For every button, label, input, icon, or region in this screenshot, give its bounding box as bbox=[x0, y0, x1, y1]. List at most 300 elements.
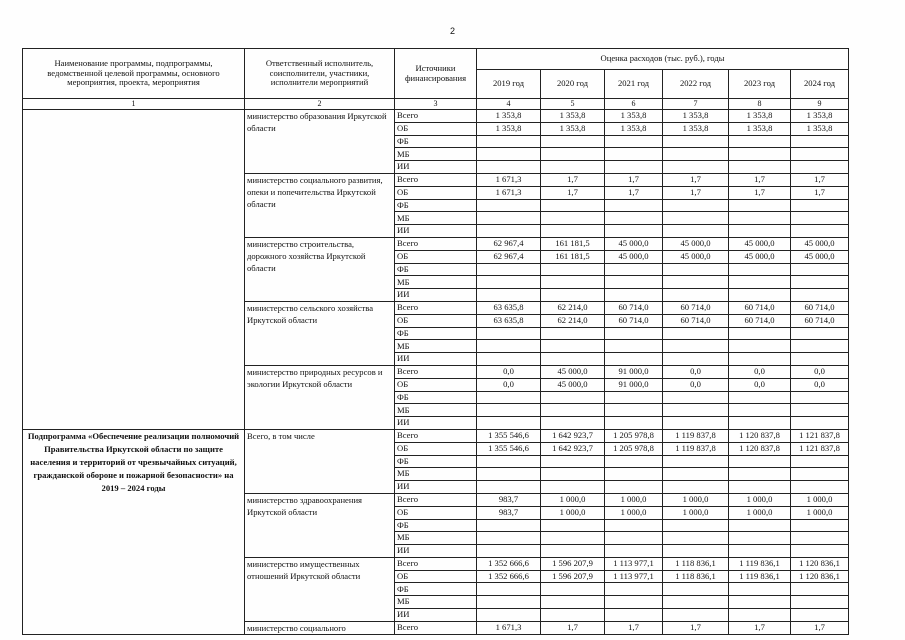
value-cell: 1 120 836,1 bbox=[791, 570, 849, 583]
value-cell: 1 119 837,8 bbox=[663, 442, 729, 455]
value-cell bbox=[663, 391, 729, 404]
value-cell bbox=[729, 263, 791, 276]
value-cell bbox=[477, 148, 541, 161]
value-cell: 1 596 207,9 bbox=[541, 570, 605, 583]
header-year: 2020 год bbox=[541, 70, 605, 99]
value-cell bbox=[477, 468, 541, 481]
header-executor: Ответственный исполнитель, соисполнители, участники, исполнители мероприятий bbox=[245, 49, 395, 99]
funding-source-cell: ИИ bbox=[395, 353, 477, 366]
funding-source-cell: ФБ bbox=[395, 583, 477, 596]
value-cell: 0,0 bbox=[663, 365, 729, 378]
program-name-cell bbox=[23, 110, 245, 430]
value-cell bbox=[791, 225, 849, 238]
header-year: 2024 год bbox=[791, 70, 849, 99]
value-cell: 1,7 bbox=[605, 173, 663, 186]
value-cell: 45 000,0 bbox=[541, 365, 605, 378]
value-cell: 1,7 bbox=[729, 186, 791, 199]
funding-source-cell: ОБ bbox=[395, 314, 477, 327]
funding-source-cell: ФБ bbox=[395, 391, 477, 404]
value-cell: 62 214,0 bbox=[541, 314, 605, 327]
funding-source-cell: Всего bbox=[395, 493, 477, 506]
value-cell bbox=[477, 212, 541, 225]
value-cell bbox=[729, 135, 791, 148]
value-cell: 62 967,4 bbox=[477, 237, 541, 250]
value-cell: 45 000,0 bbox=[605, 237, 663, 250]
value-cell: 1 353,8 bbox=[477, 110, 541, 123]
value-cell: 45 000,0 bbox=[663, 237, 729, 250]
value-cell bbox=[541, 353, 605, 366]
value-cell: 161 181,5 bbox=[541, 250, 605, 263]
value-cell: 1 355 546,6 bbox=[477, 442, 541, 455]
value-cell bbox=[729, 583, 791, 596]
value-cell: 1 671,3 bbox=[477, 186, 541, 199]
value-cell: 1 121 837,8 bbox=[791, 429, 849, 442]
value-cell bbox=[541, 583, 605, 596]
value-cell bbox=[663, 609, 729, 622]
header-year: 2019 год bbox=[477, 70, 541, 99]
value-cell bbox=[663, 353, 729, 366]
funding-source-cell: Всего bbox=[395, 110, 477, 123]
value-cell: 1 118 836,1 bbox=[663, 557, 729, 570]
funding-source-cell: ФБ bbox=[395, 327, 477, 340]
subprogram-title: Подпрограмма «Обеспечение реализации полномочий Правительства Иркутской области по защите населения и территорий от чрезвычайных ситуаций, гражданской обороне и пожарной безопасности» на 2019 – 2024 годы bbox=[23, 429, 245, 634]
value-cell: 1 353,8 bbox=[729, 110, 791, 123]
value-cell bbox=[605, 417, 663, 430]
value-cell bbox=[663, 289, 729, 302]
value-cell: 983,7 bbox=[477, 493, 541, 506]
value-cell bbox=[729, 545, 791, 558]
value-cell: 45 000,0 bbox=[791, 250, 849, 263]
value-cell bbox=[605, 276, 663, 289]
value-cell bbox=[477, 519, 541, 532]
value-cell bbox=[477, 545, 541, 558]
value-cell bbox=[663, 596, 729, 609]
value-cell bbox=[605, 263, 663, 276]
executor-cell: министерство строительства, дорожного хозяйства Иркутской области bbox=[245, 237, 395, 301]
value-cell: 1 353,8 bbox=[729, 122, 791, 135]
value-cell bbox=[541, 148, 605, 161]
funding-source-cell: Всего bbox=[395, 557, 477, 570]
value-cell: 45 000,0 bbox=[663, 250, 729, 263]
value-cell bbox=[791, 519, 849, 532]
value-cell bbox=[605, 455, 663, 468]
table-row bbox=[23, 110, 849, 123]
value-cell bbox=[605, 519, 663, 532]
funding-source-cell: ОБ bbox=[395, 570, 477, 583]
column-number: 6 bbox=[605, 99, 663, 110]
value-cell bbox=[663, 161, 729, 174]
column-number: 7 bbox=[663, 99, 729, 110]
value-cell: 91 000,0 bbox=[605, 378, 663, 391]
value-cell bbox=[729, 148, 791, 161]
value-cell bbox=[541, 532, 605, 545]
value-cell bbox=[605, 289, 663, 302]
value-cell: 1 352 666,6 bbox=[477, 570, 541, 583]
value-cell bbox=[541, 289, 605, 302]
value-cell bbox=[541, 199, 605, 212]
value-cell bbox=[541, 263, 605, 276]
executor-cell: министерство сельского хозяйства Иркутской области bbox=[245, 301, 395, 365]
value-cell bbox=[541, 609, 605, 622]
value-cell bbox=[663, 225, 729, 238]
value-cell bbox=[791, 532, 849, 545]
value-cell bbox=[663, 276, 729, 289]
value-cell bbox=[663, 455, 729, 468]
value-cell: 1 119 836,1 bbox=[729, 570, 791, 583]
value-cell bbox=[477, 583, 541, 596]
value-cell: 1 000,0 bbox=[605, 493, 663, 506]
executor-cell: министерство образования Иркутской области bbox=[245, 110, 395, 174]
value-cell: 1,7 bbox=[663, 621, 729, 634]
funding-source-cell: ФБ bbox=[395, 519, 477, 532]
value-cell: 45 000,0 bbox=[791, 237, 849, 250]
value-cell: 45 000,0 bbox=[541, 378, 605, 391]
value-cell bbox=[541, 404, 605, 417]
header-program-name: Наименование программы, подпрограммы, ведомственной целевой программы, основного мероприятия, проекта, мероприятия bbox=[23, 49, 245, 99]
budget-table bbox=[22, 48, 849, 635]
funding-source-cell: МБ bbox=[395, 148, 477, 161]
value-cell: 1 000,0 bbox=[605, 506, 663, 519]
value-cell: 0,0 bbox=[477, 365, 541, 378]
value-cell: 1 596 207,9 bbox=[541, 557, 605, 570]
column-number: 4 bbox=[477, 99, 541, 110]
value-cell: 1 355 546,6 bbox=[477, 429, 541, 442]
value-cell: 1 671,3 bbox=[477, 173, 541, 186]
value-cell: 1,7 bbox=[541, 186, 605, 199]
value-cell: 161 181,5 bbox=[541, 237, 605, 250]
value-cell: 1 113 977,1 bbox=[605, 557, 663, 570]
value-cell: 60 714,0 bbox=[663, 314, 729, 327]
value-cell: 1 000,0 bbox=[729, 506, 791, 519]
value-cell bbox=[605, 481, 663, 494]
value-cell bbox=[663, 327, 729, 340]
value-cell: 1,7 bbox=[605, 621, 663, 634]
value-cell: 1 205 978,8 bbox=[605, 442, 663, 455]
executor-cell: министерство природных ресурсов и экологии Иркутской области bbox=[245, 365, 395, 429]
table-body bbox=[23, 110, 849, 635]
value-cell bbox=[791, 417, 849, 430]
value-cell bbox=[663, 583, 729, 596]
value-cell bbox=[729, 481, 791, 494]
value-cell bbox=[791, 276, 849, 289]
value-cell: 1 000,0 bbox=[663, 493, 729, 506]
value-cell bbox=[663, 481, 729, 494]
funding-source-cell: ИИ bbox=[395, 545, 477, 558]
table-header bbox=[23, 49, 849, 110]
value-cell: 1 000,0 bbox=[663, 506, 729, 519]
funding-source-cell: ОБ bbox=[395, 506, 477, 519]
column-number: 8 bbox=[729, 99, 791, 110]
value-cell: 1 353,8 bbox=[541, 110, 605, 123]
value-cell bbox=[541, 340, 605, 353]
value-cell: 1 642 923,7 bbox=[541, 429, 605, 442]
value-cell bbox=[605, 199, 663, 212]
value-cell bbox=[791, 481, 849, 494]
value-cell: 63 635,8 bbox=[477, 301, 541, 314]
value-cell bbox=[541, 596, 605, 609]
value-cell: 91 000,0 bbox=[605, 365, 663, 378]
value-cell bbox=[663, 148, 729, 161]
funding-source-cell: ОБ bbox=[395, 378, 477, 391]
funding-source-cell: Всего bbox=[395, 621, 477, 634]
value-cell: 1 000,0 bbox=[541, 493, 605, 506]
funding-source-cell: ОБ bbox=[395, 250, 477, 263]
value-cell bbox=[663, 417, 729, 430]
value-cell: 1,7 bbox=[791, 173, 849, 186]
value-cell bbox=[791, 148, 849, 161]
value-cell bbox=[791, 455, 849, 468]
value-cell bbox=[729, 468, 791, 481]
value-cell: 1 118 836,1 bbox=[663, 570, 729, 583]
executor-cell: министерство социального развития, опеки и попечительства Иркутской области bbox=[245, 173, 395, 237]
value-cell bbox=[791, 327, 849, 340]
value-cell: 1 353,8 bbox=[791, 110, 849, 123]
table-row bbox=[23, 429, 849, 442]
funding-source-cell: ФБ bbox=[395, 263, 477, 276]
funding-source-cell: ИИ bbox=[395, 289, 477, 302]
value-cell bbox=[541, 327, 605, 340]
value-cell bbox=[729, 532, 791, 545]
value-cell bbox=[663, 404, 729, 417]
funding-source-cell: МБ bbox=[395, 212, 477, 225]
funding-source-cell: ИИ bbox=[395, 481, 477, 494]
funding-source-cell: Всего bbox=[395, 365, 477, 378]
value-cell bbox=[663, 199, 729, 212]
value-cell: 0,0 bbox=[791, 365, 849, 378]
value-cell: 60 714,0 bbox=[663, 301, 729, 314]
value-cell: 983,7 bbox=[477, 506, 541, 519]
value-cell bbox=[541, 225, 605, 238]
value-cell bbox=[477, 225, 541, 238]
value-cell bbox=[605, 545, 663, 558]
value-cell: 45 000,0 bbox=[729, 250, 791, 263]
value-cell bbox=[791, 468, 849, 481]
funding-source-cell: МБ bbox=[395, 404, 477, 417]
funding-source-cell: ИИ bbox=[395, 161, 477, 174]
value-cell: 1,7 bbox=[605, 186, 663, 199]
value-cell: 62 214,0 bbox=[541, 301, 605, 314]
value-cell bbox=[477, 391, 541, 404]
value-cell: 63 635,8 bbox=[477, 314, 541, 327]
funding-source-cell: ИИ bbox=[395, 609, 477, 622]
value-cell bbox=[791, 199, 849, 212]
funding-source-cell: ФБ bbox=[395, 135, 477, 148]
value-cell bbox=[477, 135, 541, 148]
value-cell bbox=[729, 609, 791, 622]
value-cell: 1 119 837,8 bbox=[663, 429, 729, 442]
value-cell bbox=[605, 161, 663, 174]
value-cell: 1 642 923,7 bbox=[541, 442, 605, 455]
header-funding-source: Источники финансирования bbox=[395, 49, 477, 99]
value-cell bbox=[477, 340, 541, 353]
value-cell: 1 353,8 bbox=[791, 122, 849, 135]
value-cell bbox=[605, 391, 663, 404]
funding-source-cell: МБ bbox=[395, 532, 477, 545]
column-number: 9 bbox=[791, 99, 849, 110]
value-cell bbox=[605, 353, 663, 366]
value-cell bbox=[477, 327, 541, 340]
value-cell: 0,0 bbox=[791, 378, 849, 391]
value-cell bbox=[605, 225, 663, 238]
value-cell bbox=[541, 135, 605, 148]
value-cell: 1 000,0 bbox=[541, 506, 605, 519]
value-cell bbox=[605, 148, 663, 161]
value-cell bbox=[729, 327, 791, 340]
header-year: 2023 год bbox=[729, 70, 791, 99]
value-cell: 1,7 bbox=[791, 186, 849, 199]
value-cell bbox=[791, 583, 849, 596]
value-cell bbox=[477, 263, 541, 276]
value-cell: 1,7 bbox=[729, 621, 791, 634]
value-cell: 0,0 bbox=[729, 378, 791, 391]
value-cell bbox=[663, 519, 729, 532]
value-cell bbox=[663, 263, 729, 276]
column-number: 3 bbox=[395, 99, 477, 110]
value-cell: 60 714,0 bbox=[791, 314, 849, 327]
value-cell bbox=[729, 212, 791, 225]
value-cell bbox=[477, 404, 541, 417]
funding-source-cell: ФБ bbox=[395, 455, 477, 468]
value-cell bbox=[729, 340, 791, 353]
funding-source-cell: Всего bbox=[395, 237, 477, 250]
value-cell bbox=[477, 276, 541, 289]
value-cell: 1,7 bbox=[663, 186, 729, 199]
value-cell bbox=[791, 289, 849, 302]
value-cell: 1 121 837,8 bbox=[791, 442, 849, 455]
funding-source-cell: МБ bbox=[395, 276, 477, 289]
value-cell: 1 353,8 bbox=[605, 110, 663, 123]
value-cell bbox=[477, 353, 541, 366]
value-cell bbox=[663, 135, 729, 148]
funding-source-cell: ИИ bbox=[395, 417, 477, 430]
value-cell bbox=[605, 404, 663, 417]
value-cell: 1,7 bbox=[791, 621, 849, 634]
value-cell bbox=[541, 455, 605, 468]
value-cell bbox=[477, 481, 541, 494]
value-cell bbox=[663, 545, 729, 558]
funding-source-cell: МБ bbox=[395, 468, 477, 481]
value-cell: 1 119 836,1 bbox=[729, 557, 791, 570]
value-cell bbox=[791, 263, 849, 276]
value-cell: 1 113 977,1 bbox=[605, 570, 663, 583]
value-cell bbox=[663, 468, 729, 481]
value-cell bbox=[477, 199, 541, 212]
value-cell bbox=[541, 481, 605, 494]
value-cell: 1 000,0 bbox=[791, 493, 849, 506]
value-cell: 60 714,0 bbox=[605, 301, 663, 314]
value-cell bbox=[791, 609, 849, 622]
value-cell bbox=[605, 532, 663, 545]
value-cell bbox=[729, 519, 791, 532]
value-cell bbox=[541, 468, 605, 481]
value-cell: 60 714,0 bbox=[605, 314, 663, 327]
funding-source-cell: ФБ bbox=[395, 199, 477, 212]
value-cell: 45 000,0 bbox=[729, 237, 791, 250]
value-cell bbox=[729, 161, 791, 174]
value-cell bbox=[605, 340, 663, 353]
value-cell bbox=[605, 135, 663, 148]
executor-cell: министерство имущественных отношений Иркутской области bbox=[245, 557, 395, 621]
value-cell bbox=[541, 417, 605, 430]
value-cell bbox=[663, 212, 729, 225]
value-cell bbox=[729, 353, 791, 366]
value-cell bbox=[791, 212, 849, 225]
funding-source-cell: ИИ bbox=[395, 225, 477, 238]
funding-source-cell: МБ bbox=[395, 340, 477, 353]
value-cell: 1 120 836,1 bbox=[791, 557, 849, 570]
value-cell: 1 205 978,8 bbox=[605, 429, 663, 442]
value-cell bbox=[605, 468, 663, 481]
value-cell: 60 714,0 bbox=[729, 314, 791, 327]
value-cell bbox=[729, 404, 791, 417]
value-cell: 1,7 bbox=[541, 621, 605, 634]
value-cell bbox=[791, 161, 849, 174]
value-cell bbox=[541, 545, 605, 558]
funding-source-cell: МБ bbox=[395, 596, 477, 609]
funding-source-cell: Всего bbox=[395, 173, 477, 186]
value-cell: 1 353,8 bbox=[541, 122, 605, 135]
value-cell bbox=[663, 340, 729, 353]
value-cell: 60 714,0 bbox=[729, 301, 791, 314]
executor-cell: министерство здравоохранения Иркутской области bbox=[245, 493, 395, 557]
value-cell: 0,0 bbox=[729, 365, 791, 378]
value-cell bbox=[477, 417, 541, 430]
value-cell bbox=[605, 583, 663, 596]
value-cell bbox=[729, 417, 791, 430]
value-cell bbox=[663, 532, 729, 545]
value-cell bbox=[605, 609, 663, 622]
column-number: 2 bbox=[245, 99, 395, 110]
value-cell: 62 967,4 bbox=[477, 250, 541, 263]
value-cell bbox=[791, 545, 849, 558]
value-cell bbox=[477, 596, 541, 609]
value-cell bbox=[477, 289, 541, 302]
header-year: 2021 год bbox=[605, 70, 663, 99]
value-cell bbox=[729, 276, 791, 289]
value-cell: 0,0 bbox=[663, 378, 729, 391]
value-cell bbox=[541, 212, 605, 225]
executor-cell: министерство социального bbox=[245, 621, 395, 634]
value-cell: 1 353,8 bbox=[663, 110, 729, 123]
value-cell bbox=[605, 596, 663, 609]
value-cell bbox=[791, 135, 849, 148]
value-cell: 1,7 bbox=[729, 173, 791, 186]
value-cell bbox=[541, 391, 605, 404]
value-cell bbox=[791, 391, 849, 404]
funding-source-cell: ОБ bbox=[395, 122, 477, 135]
value-cell bbox=[541, 161, 605, 174]
value-cell: 1 000,0 bbox=[791, 506, 849, 519]
executor-cell: Всего, в том числе bbox=[245, 429, 395, 493]
value-cell: 1 353,8 bbox=[663, 122, 729, 135]
header-year: 2022 год bbox=[663, 70, 729, 99]
funding-source-cell: ОБ bbox=[395, 186, 477, 199]
value-cell bbox=[729, 391, 791, 404]
column-number: 5 bbox=[541, 99, 605, 110]
value-cell bbox=[729, 199, 791, 212]
value-cell bbox=[729, 455, 791, 468]
value-cell: 1 120 837,8 bbox=[729, 442, 791, 455]
funding-source-cell: Всего bbox=[395, 301, 477, 314]
value-cell: 45 000,0 bbox=[605, 250, 663, 263]
value-cell bbox=[729, 289, 791, 302]
value-cell: 1 671,3 bbox=[477, 621, 541, 634]
value-cell bbox=[791, 404, 849, 417]
funding-source-cell: ОБ bbox=[395, 442, 477, 455]
value-cell bbox=[791, 340, 849, 353]
value-cell: 1,7 bbox=[663, 173, 729, 186]
value-cell bbox=[605, 212, 663, 225]
